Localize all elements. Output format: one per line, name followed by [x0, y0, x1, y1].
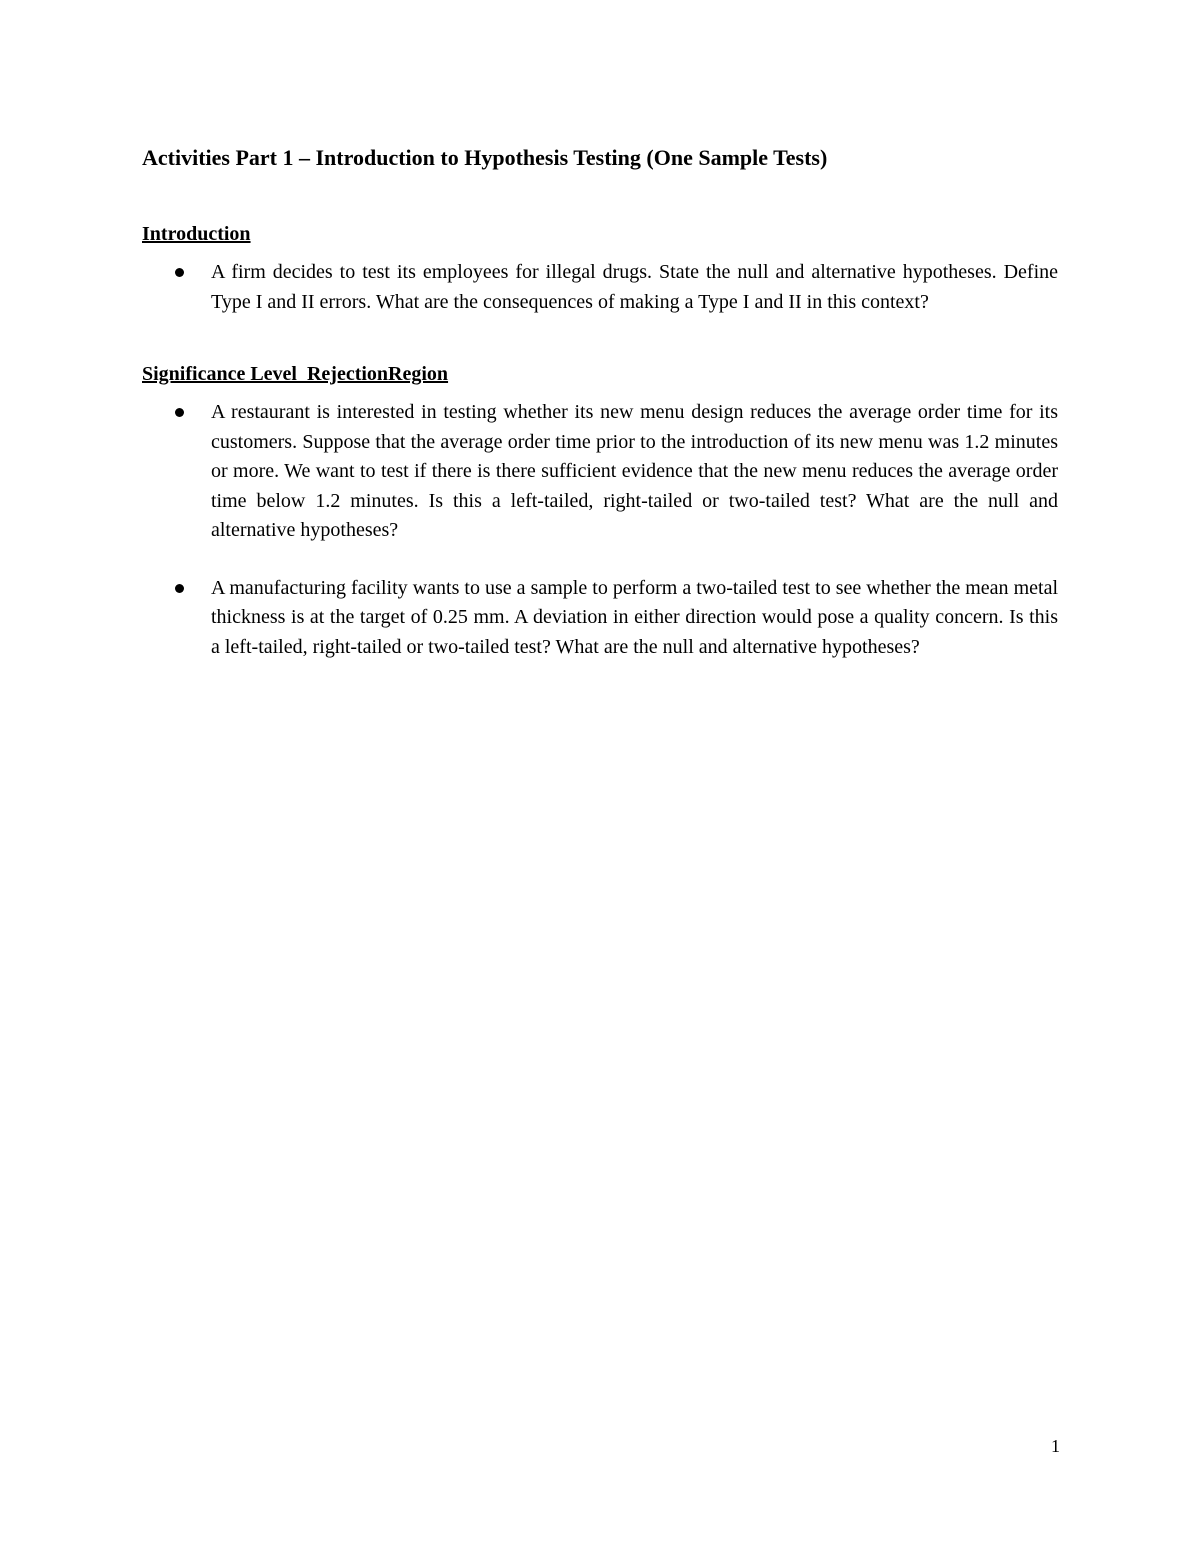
bullet-icon: [175, 584, 184, 593]
list-item-text: A restaurant is interested in testing whether its new menu design reduces the average order time for its customers. Suppose that the average order time prior to the introduction of its new menu was 1.2 minutes or more. We want to test if there is there sufficient evidence that the new menu reduces the average order time below 1.2 minutes. Is this a left-tailed, right-tailed or two-tailed test? What are the null and alternative hypotheses?: [211, 401, 1058, 541]
list-item-text: A manufacturing facility wants to use a sample to perform a two-tailed test to see whether the mean metal thickness is at the target of 0.25 mm. A deviation in either direction would pose a quality concern. Is this a left-tailed, right-tailed or two-tailed test? What are the null and alternative hypotheses?: [211, 576, 1058, 658]
list-item: [142, 398, 1058, 546]
section-significance-level: [142, 360, 1058, 662]
section-heading: Significance Level_RejectionRegion: [142, 363, 449, 385]
list-item-text: A firm decides to test its employees for illegal drugs. State the null and alternative hypotheses. Define Type I and II errors. What are the consequences of making a Type I and II in this context?: [211, 261, 1058, 313]
section-introduction: [142, 220, 1058, 317]
list-item: [142, 574, 1058, 663]
page-title: Activities Part 1 – Introduction to Hypothesis Testing (One Sample Tests): [142, 145, 828, 170]
bullet-list: [142, 398, 1058, 662]
bullet-icon: [175, 408, 184, 417]
section-heading: Introduction: [142, 223, 251, 245]
list-item: [142, 258, 1058, 317]
document-body: [142, 143, 1058, 662]
bullet-icon: [175, 268, 184, 277]
page-number: 1: [1051, 1436, 1060, 1456]
bullet-list: [142, 258, 1058, 317]
